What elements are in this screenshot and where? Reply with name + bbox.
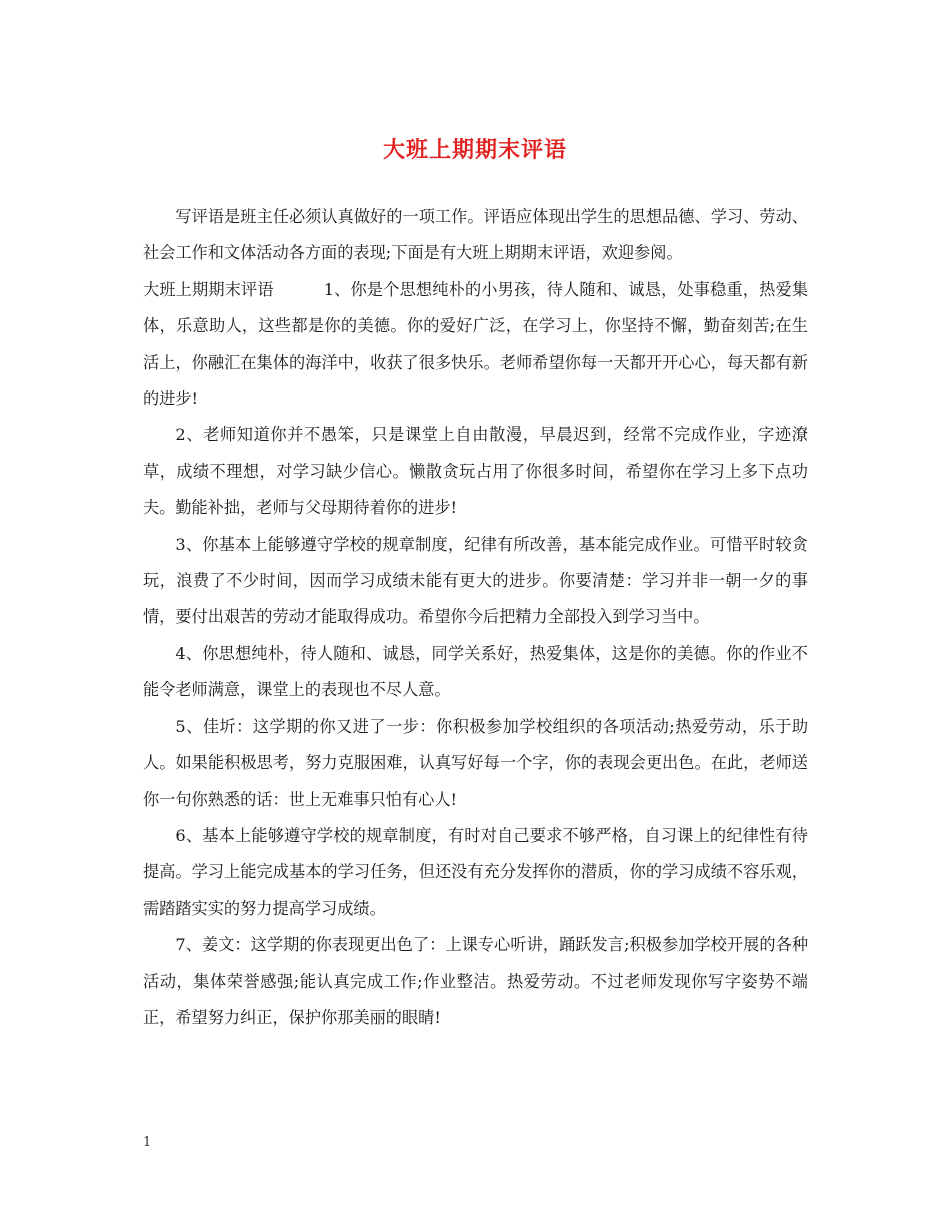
page-number: 1 (143, 1135, 152, 1150)
intro-paragraph: 写评语是班主任必须认真做好的一项工作。评语应体现出学生的思想品德、学习、劳动、社会工作和文体活动各方面的表现;下面是有大班上期期末评语，欢迎参阅。 (143, 207, 808, 263)
comment-paragraph-6: 6、基本上能够遵守学校的规章制度，有时对自己要求不够严格，自习课上的纪律性有待提高。学习上能完成基本的学习任务，但还没有充分发挥你的潜质，你的学习成绩不容乐观，需踏踏实实的努力提高学习成绩。 (143, 825, 808, 918)
comment-paragraph-1 (143, 272, 808, 418)
comment-paragraph-3: 3、你基本上能够遵守学校的规章制度，纪律有所改善，基本能完成作业。可惜平时较贪玩，浪费了不少时间，因而学习成绩未能有更大的进步。你要清楚：学习并非一朝一夕的事情，要付出艰苦的劳动才能取得成功。希望你今后把精力全部投入到学习当中。 (143, 534, 808, 627)
comment-paragraph-2: 2、老师知道你并不愚笨，只是课堂上自由散漫，早晨迟到，经常不完成作业，字迹潦草，成绩不理想，对学习缺少信心。懒散贪玩占用了你很多时间，希望你在学习上多下点功夫。勤能补拙，老师与父母期待着你的进步! (143, 425, 808, 518)
section-heading: 大班上期期末评语 (143, 279, 274, 299)
document-body (143, 199, 808, 1036)
document-title: 大班上期期末评语 (382, 137, 567, 163)
comment-paragraph-5: 5、佳圻：这学期的你又进了一步：你积极参加学校组织的各项活动;热爱劳动，乐于助人。如果能积极思考，努力克服困难，认真写好每一个字，你的表现会更出色。在此，老师送你一句你熟悉的话：世上无难事只怕有心人! (143, 716, 808, 809)
comment-1: 1、你是个思想纯朴的小男孩，待人随和、诚恳，处事稳重，热爱集体，乐意助人，这些都是你的美德。你的爱好广泛，在学习上，你坚持不懈，勤奋刻苦;在生活上，你融汇在集体的海洋中，收获了很多快乐。老师希望你每一天都开开心心，每天都有新的进步! (143, 279, 809, 409)
comment-paragraph-7: 7、姜文：这学期的你表现更出色了：上课专心听讲，踊跃发言;积极参加学校开展的各种活动，集体荣誉感强;能认真完成工作;作业整洁。热爱劳动。不过老师发现你写字姿势不端正，希望努力纠正，保护你那美丽的眼睛! (143, 935, 808, 1027)
comment-paragraph-4: 4、你思想纯朴，待人随和、诚恳，同学关系好，热爱集体，这是你的美德。你的作业不能令老师满意，课堂上的表现也不尽人意。 (143, 643, 808, 700)
